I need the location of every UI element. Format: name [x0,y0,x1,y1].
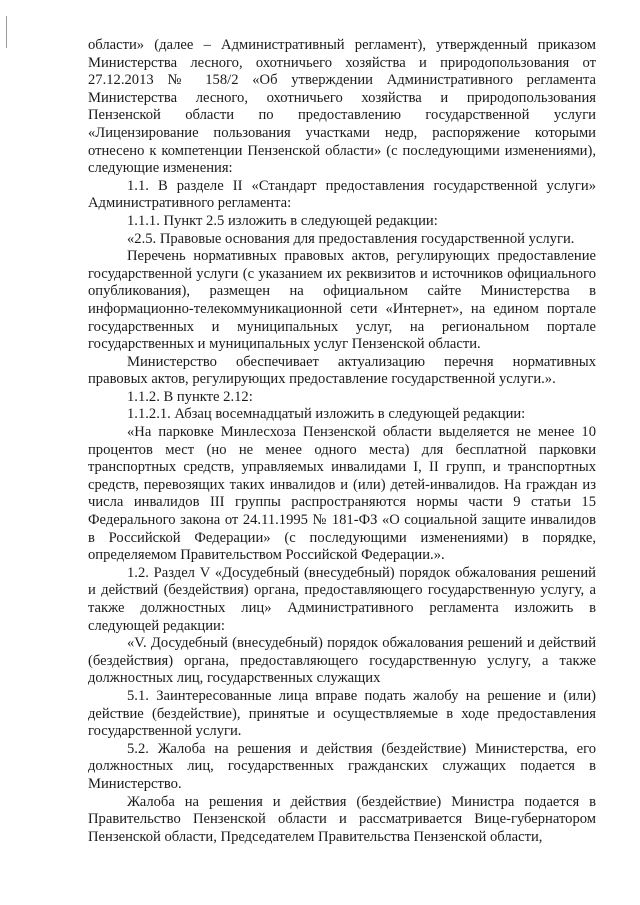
paragraph-1-1-2-1: 1.1.2.1. Абзац восемнадцатый изложить в следующей редакции: [127,406,526,423]
paragraph-ministry-updates: Министерство обеспечивает актуализацию перечня нормативных правовых актов, регулирующих предоставление государственной услуги.». [88,353,596,388]
paragraph-1-1: 1.1. В разделе II «Стандарт предоставления государственной услуги» Административного регламента: [88,177,596,212]
paragraph-1-1-1: 1.1.1. Пункт 2.5 изложить в следующей редакции: [127,212,438,229]
paragraph-section-v-title: «V. Досудебный (внесудебный) порядок обжалования решений и действий (бездействия) органа, предоставляющего государственную услугу, а также должностных лиц, государственных служащих [88,635,596,687]
document-page [88,37,596,846]
paragraph-legal-acts-list: Перечень нормативных правовых актов, регулирующих предоставление государственной услуги (с указанием их реквизитов и источников официального опубликования), размещен на официальном сайте Министерства в информационно-телекоммуникационной сети «Интернет», на едином портале государственных и муниципальных услуг, на региональном портале государственных и муниципальных услуг Пензенской области. [88,248,596,353]
scan-edge-mark [6,16,7,48]
paragraph-intro: области» (далее – Административный регламент), утвержденный приказом Министерства лесного, охотничьего хозяйства и природопользования от 27.12.2013 № 158/2 «Об утверждении Административного регламента Министерства лесного, охотничьего хозяйства и природопользования Пензенской области по предоставлению государственной услуги «Лицензирование пользования участками недр, распоряжение которыми отнесено к компетенции Пензенской области» (с последующими изменениями), следующие изменения: [88,37,596,177]
paragraph-1-2: 1.2. Раздел V «Досудебный (внесудебный) порядок обжалования решений и действий (бездействия) органа, предоставляющего государственную услугу, а также должностных лиц» Административного регламента изложить в следующей редакции: [88,564,596,634]
paragraph-2-5-title: «2.5. Правовые основания для предоставления государственной услуги. [127,230,575,247]
paragraph-complaint-minister: Жалоба на решения и действия (бездействие) Министра подается в Правительство Пензенской области и рассматривается Вице-губернатором Пензенской области, Председателем Правительства Пензенской области, [88,793,596,845]
paragraph-5-2: 5.2. Жалоба на решения и действия (бездействие) Министерства, его должностных лиц, государственных гражданских служащих подается в Министерство. [88,740,596,792]
paragraph-1-1-2: 1.1.2. В пункте 2.12: [127,388,253,405]
paragraph-5-1: 5.1. Заинтересованные лица вправе подать жалобу на решение и (или) действие (бездействие), принятые и осуществляемые в ходе предоставления государственной услуги. [88,687,596,740]
paragraph-parking: «На парковке Минлесхоза Пензенской области выделяется не менее 10 процентов мест (но не менее одного места) для бесплатной парковки транспортных средств, управляемых инвалидами I, II групп, и транспортных средств, перевозящих таких инвалидов и (или) детей-инвалидов. На граждан из числа инвалидов III группы распространяются нормы части 9 статьи 15 Федерального закона от 24.11.1995 № 181-ФЗ «О социальной защите инвалидов в Российской Федерации» (с последующими изменениями) в порядке, определяемом Правительством Российской Федерации.». [88,424,596,564]
